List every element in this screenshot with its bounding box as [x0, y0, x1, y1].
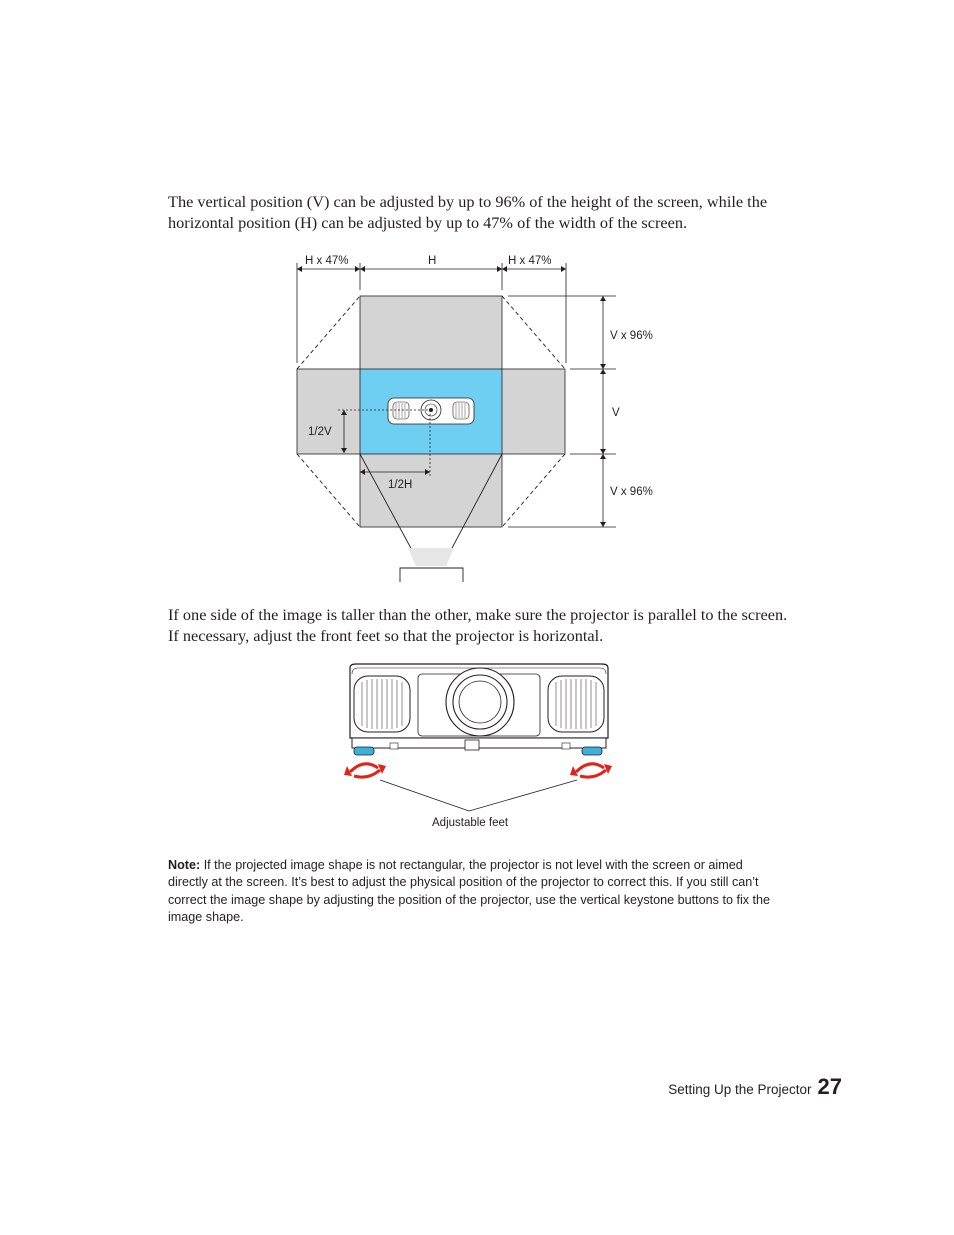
intro-paragraph: The vertical position (V) can be adjusted by up to 96% of the height of the screen, while the horizontal position (H) can be adjusted by up to 47% of the width of the screen. [168, 192, 768, 232]
projector-base [400, 568, 463, 582]
note-label: Note: [168, 858, 201, 872]
label-half-v: 1/2V [308, 426, 332, 438]
shift-area-left [297, 369, 361, 454]
left-rotate-arrow-icon [350, 764, 380, 777]
lens-glow [408, 548, 454, 566]
note-block [168, 857, 778, 926]
label-h: H [428, 255, 437, 267]
label-v: V [612, 407, 620, 419]
shift-area-right [501, 369, 565, 454]
projector-front-view [350, 664, 608, 750]
label-v-top: V x 96% [610, 330, 653, 342]
label-h-left: H x 47% [305, 255, 349, 267]
shift-area-bottom [360, 453, 502, 527]
label-v-bottom: V x 96% [610, 486, 653, 498]
right-rotate-arrow-icon [576, 764, 606, 777]
label-h-right: H x 47% [508, 255, 552, 267]
level-paragraph: If one side of the image is taller than the other, make sure the projector is parallel to the screen. If necessary, adjust the front feet so that the projector is horizontal. [168, 605, 788, 645]
lens-shift-diagram [280, 250, 680, 585]
page-number: 27 [817, 1074, 842, 1099]
projector-icon [388, 398, 474, 424]
note-text: If the projected image shape is not rectangular, the projector is not level with the screen or aimed directly at the screen. It’s best to adjust the physical position of the projector to correct this. If you still can’t correct the image shape by adjusting the position of the projector, use the vertical keystone buttons to fix the image shape. [168, 858, 771, 924]
shift-area-top [360, 296, 502, 370]
adjustable-feet-label: Adjustable feet [432, 817, 509, 829]
left-foot [354, 747, 374, 755]
page-footer [580, 1074, 842, 1100]
label-half-h: 1/2H [388, 479, 413, 491]
adjustable-feet-diagram [330, 660, 630, 835]
footer-section-title: Setting Up the Projector [668, 1082, 812, 1097]
right-foot [582, 747, 602, 755]
